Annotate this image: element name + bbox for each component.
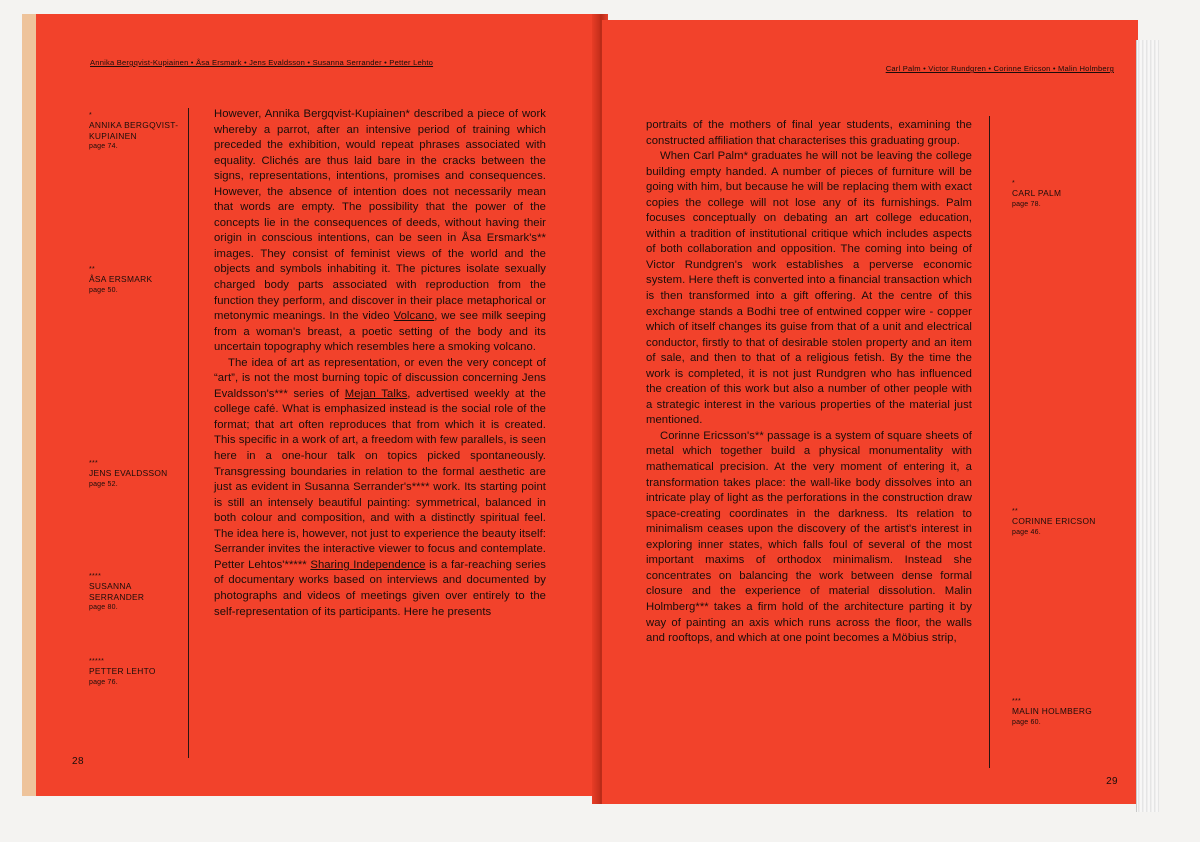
sidenote bbox=[89, 658, 181, 688]
sidenote bbox=[89, 266, 181, 296]
sidenote-name: SUSANNA SERRANDER bbox=[89, 581, 145, 602]
sidenote bbox=[1012, 698, 1132, 728]
sidenote-page: page 52. bbox=[89, 480, 118, 488]
sidenote-page: page 78. bbox=[1012, 200, 1041, 208]
paragraph: Corinne Ericsson's** passage is a system of square sheets of metal which together build a physical monumentality with mathematical precision. At the very moment of entering it, a transformation takes place: the wall-like body dissolves into an intricate play of light as the perforations in the construction draw space-creating coordinates in the darkness. Its relation to minimalism ceases upon the discovery of the artist's interest in exploring inner states, which falls foul of several of the most important maxims of orthodox minimalism. Instead she concentrates on balancing the work between dense formal closure and the experience of material dissolution. Malin Holmberg*** takes a firm hold of the architecture parting it by way of painting an axis which runs across the floor, the walls and rooftops, and which at one point becomes a Möbius strip, bbox=[646, 429, 972, 645]
sidenote-name: MALIN HOLMBERG bbox=[1012, 706, 1093, 716]
paragraph: However, Annika Bergqvist-Kupiainen* described a piece of work whereby a parrot, after an intensive period of training which preceded the exhibition, would repeat phrases associated with equality. Clichés are thus laid bare in the cracks between the signs, representations, intentions, promises and consequences. However, the absence of intention does not necessarily mean that words are empty. The possibility that the power of the concepts lie in the consequences of deeds, without having their origin in conscious intentions, can be seen in Åsa Ersmark's** images. They consist of feminist views of the world and the objects and symbols inhabiting it. The pictures isolate sexually charged body parts associated with reproduction from the function they perform, and discover in their place metaphorical or metonymic meanings. In the video Volcano, we see milk seeping from a woman's breast, a poetic setting of the body and its uncertain topography which resembles here a smoking volcano. bbox=[214, 108, 546, 354]
sidenote-marker: ** bbox=[1012, 508, 1019, 515]
paragraph: portraits of the mothers of final year students, examining the constructed affiliation that characterises this graduating group. bbox=[646, 119, 972, 147]
sidenote-marker: * bbox=[89, 112, 93, 119]
sidenote-page: page 46. bbox=[1012, 528, 1041, 536]
sidenote-marker: **** bbox=[89, 573, 102, 580]
column-rule bbox=[989, 116, 990, 768]
sidenote bbox=[89, 460, 181, 490]
page-stack-edge bbox=[1136, 40, 1159, 812]
sidenote-page: page 50. bbox=[89, 286, 118, 294]
sidenote-name: ANNIKA BERGQVIST-KUPIAINEN bbox=[89, 120, 179, 141]
sidenote-name: PETTER LEHTO bbox=[89, 666, 156, 676]
sidenote-page: page 80. bbox=[89, 604, 118, 611]
paragraph: The idea of art as representation, or even the very concept of “art”, is not the most burning topic of discussion concerning Jens Evaldsson's*** series of Mejan Talks, advertised weekly at the college café. What is emphasized instead is the social role of the format; that art often reproduces that from which it is created. This specific in a work of art, a freedom with few parallels, is seen here in a one-hour talk on topics picked spontaneously. Transgressing boundaries in relation to the formal aesthetic are just as evident in Susanna Serrander's**** work. Its starting point is still an intensely beautiful painting: symmetrical, balanced in both colour and composition, and with a distinctly spiritual feel. The idea here is, however, not just to experience the beauty itself: Serrander invites the interactive viewer to focus and contemplate. Petter Lehtos'***** Sharing Independence is a far-reaching series of documentary works based on interviews and documented by photographs and videos of meetings given over entirely to the self-representation of its participants. Here he presents bbox=[214, 356, 546, 618]
sidenote bbox=[1012, 180, 1132, 210]
sidenote-page: page 74. bbox=[89, 143, 118, 150]
sidenote-name: ÅSA ERSMARK bbox=[89, 274, 153, 284]
sidenote-page: page 60. bbox=[1012, 718, 1041, 726]
page-number-right: 29 bbox=[1106, 776, 1118, 787]
sidenote-marker: ** bbox=[89, 266, 96, 273]
work-title: Mejan Talks bbox=[344, 387, 408, 400]
work-title: Sharing Independence bbox=[310, 558, 426, 571]
body-text-right bbox=[646, 118, 972, 647]
column-rule bbox=[188, 108, 189, 758]
sidenote-marker: * bbox=[1012, 180, 1016, 187]
running-head-left: Annika Bergqvist-Kupiainen • Åsa Ersmark • Jens Evaldsson • Susanna Serrander • Petter Lehto bbox=[90, 58, 434, 67]
sidenote-marker: *** bbox=[1012, 698, 1022, 705]
sidenote bbox=[89, 573, 181, 614]
sidenote-name: JENS EVALDSSON bbox=[89, 468, 168, 478]
sidenote-name: CARL PALM bbox=[1012, 188, 1062, 198]
sidenote-page: page 76. bbox=[89, 678, 118, 686]
running-head-right: Carl Palm • Victor Rundgren • Corinne Ericson • Malin Holmberg bbox=[885, 64, 1114, 73]
body-text-left bbox=[214, 107, 546, 620]
right-page bbox=[602, 20, 1138, 804]
paragraph: When Carl Palm* graduates he will not be leaving the college building empty handed. A number of pieces of furniture will be going with him, but because he will be replacing them with exact copies the college will not lose any of its furnishings. Palm focuses conceptually on debating an art college education, within a tradition of institutional critique which includes aspects of both collaboration and opposition. The coming into being of Victor Rundgren's work establishes a perverse economic system. Here theft is converted into a financial transaction which is then transformed into a gift offering. At the centre of this exchange stands a Bodhi tree of entwined copper wire - copper which of itself changes its guise from that of a unit and electrical conductor, firstly to that of desirable stolen property and an item of sale, and then to that of a religious fetish. By the time the work is completed, it is not just Rundgren who has influenced the creation of this work but also a number of other people with a strategic interest in the various properties of the material just mentioned. bbox=[646, 150, 972, 427]
sidenote-name: CORINNE ERICSON bbox=[1012, 516, 1096, 526]
left-page bbox=[36, 14, 598, 796]
sidenote-marker: *** bbox=[89, 460, 99, 467]
work-title: Volcano bbox=[393, 310, 435, 323]
page-number-left: 28 bbox=[72, 756, 84, 767]
sidenote bbox=[89, 112, 181, 153]
sidenote bbox=[1012, 508, 1132, 538]
sidenote-marker: ***** bbox=[89, 658, 105, 665]
